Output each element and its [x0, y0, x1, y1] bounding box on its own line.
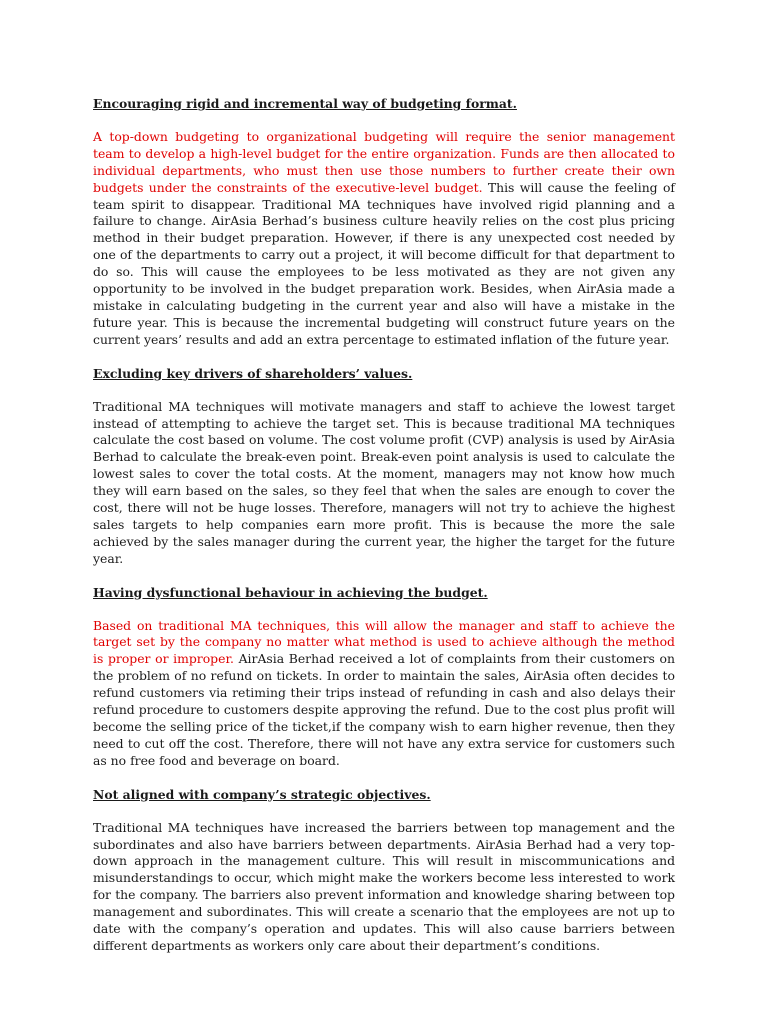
- section-heading: Encouraging rigid and incremental way of budgeting format.: [93, 96, 517, 111]
- highlighted-text: A top-down budgeting to organizational budgeting will require the senior management team to develop a high-level budget for the entire organization. Funds are then allocated to individual departments, who must then use those numbers to further create their own budgets under the constraints of the executive-level budget.: [93, 128, 675, 195]
- paragraph-text: Traditional MA techniques will motivate managers and staff to achieve the lowest target instead of attempting to achieve the target set. This is because traditional MA techniques calculate the cost based on volume. The cost volume profit (CVP) analysis is used by AirAsia Berhad to calculate the break-even point. Break-even point analysis is used to calculate the lowest sales to cover the total costs. At the moment, managers may not know how much they will earn based on the sales, so they feel that when the sales are enough to cover the cost, there will not be huge losses. Therefore, managers will not try to achieve the highest sales targets to help companies earn more profit. This is because the more the sale achieved by the sales manager during the current year, the higher the target for the future year.: [93, 398, 675, 566]
- paragraph-text: Traditional MA techniques have increased the barriers between top management and the subordinates and also have barriers between departments. AirAsia Berhad had a very top-down approach in the management culture. This will result in miscommunications and misunderstandings to occur, which might make the workers become less interested to work for the company. The barriers also prevent information and knowledge sharing between top management and subordinates. This will create a scenario that the employees are not up to date with the company’s operation and updates. This will also cause barriers between different departments as workers only care about their department’s conditions.: [93, 819, 675, 953]
- section-paragraph: [93, 129, 675, 349]
- section-strategic-objectives: [93, 787, 675, 955]
- section-heading: Not aligned with company’s strategic objectives.: [93, 786, 431, 802]
- section-heading: Excluding key drivers of shareholders’ values.: [93, 365, 413, 381]
- section-shareholder-values: [93, 366, 675, 568]
- section-paragraph: [93, 820, 675, 955]
- section-paragraph: [93, 399, 675, 568]
- paragraph-text: This will cause the feeling of team spirit to disappear. Traditional MA techniques have involved rigid planning and a failure to change. AirAsia Berhad’s business culture heavily relies on the cost plus pricing method in their budget preparation. However, if there is any unexpected cost needed by one of the departments to carry out a project, it will become difficult for that department to do so. This will cause the employees to be less motivated as they are not given any opportunity to be involved in the budget preparation work. Besides, when AirAsia made a mistake in calculating budgeting in the current year and also will have a mistake in the future year. This is because the incremental budgeting will construct future years on the current years’ results and add an extra percentage to estimated inflation of the future year.: [93, 179, 675, 347]
- section-dysfunctional-behaviour: [93, 585, 675, 770]
- section-paragraph: [93, 618, 675, 770]
- document-page: [93, 96, 675, 972]
- highlighted-text: Based on traditional MA techniques, this will allow the manager and staff to achieve the target set by the company no matter what method is used to achieve although the method is proper or improper.: [93, 617, 675, 667]
- section-heading: Having dysfunctional behaviour in achieving the budget.: [93, 584, 488, 600]
- section-budgeting-format: [93, 96, 675, 349]
- paragraph-text: AirAsia Berhad received a lot of complaints from their customers on the problem of no refund on tickets. In order to maintain the sales, AirAsia often decides to refund customers via retiming their trips instead of refunding in cash and also delays their refund procedure to customers despite approving the refund. Due to the cost plus profit will become the selling price of the ticket,if the company wish to earn higher revenue, then they need to cut off the cost. Therefore, there will not have any extra service for customers such as no free food and beverage on board.: [93, 651, 675, 768]
